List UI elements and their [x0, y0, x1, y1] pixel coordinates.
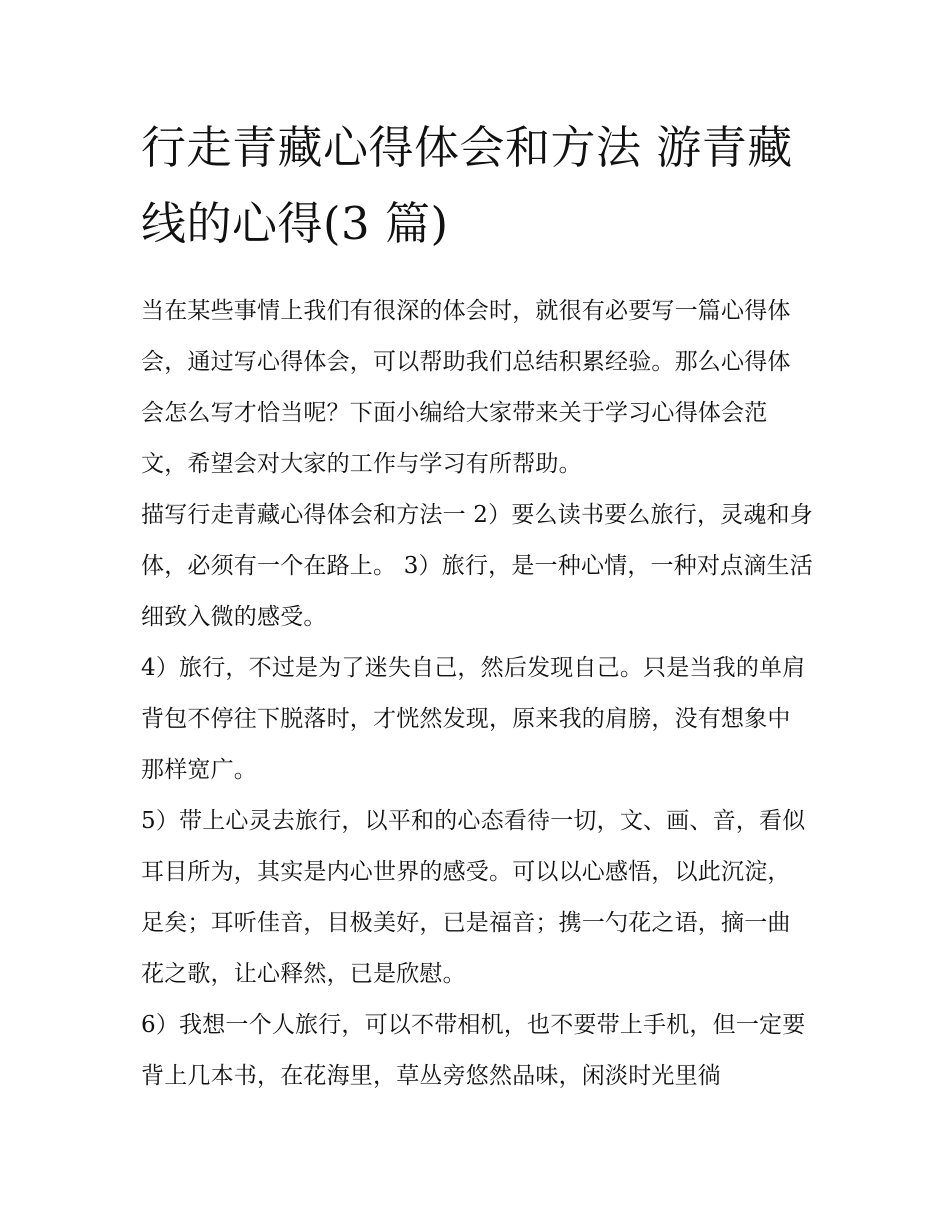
document-page: [141, 110, 813, 1102]
document-title: 行走青藏心得体会和方法 游青藏线的心得(3 篇): [141, 121, 793, 250]
body-paragraph: 5）带上心灵去旅行，以平和的心态看待一切，文、画、音，看似耳目所为，其实是内心世界的感受。可以以心感悟，以此沉淀，足矣；耳听佳音，目极美好，已是福音；携一勺花之语，摘一曲花之歌，让心释然，已是欣慰。: [141, 808, 806, 987]
body-paragraph: 描写行走青藏心得体会和方法一 2）要么读书要么旅行，灵魂和身体，必须有一个在路上。 3）旅行，是一种心情，一种对点滴生活细致入微的感受。: [141, 502, 813, 630]
intro-paragraph: 当在某些事情上我们有很深的体会时，就很有必要写一篇心得体会，通过写心得体会，可以帮助我们总结积累经验。那么心得体会怎么写才恰当呢？下面小编给大家带来关于学习心得体会范文，希望会对大家的工作与学习有所帮助。: [141, 298, 791, 477]
body-paragraph: 4）旅行，不过是为了迷失自己，然后发现自己。只是当我的单肩背包不停往下脱落时，才恍然发现，原来我的肩膀，没有想象中那样宽广。: [141, 655, 806, 783]
body-paragraph: 6）我想一个人旅行，可以不带相机，也不要带上手机，但一定要背上几本书，在花海里，草丛旁悠然品味，闲淡时光里徜: [141, 1012, 806, 1089]
